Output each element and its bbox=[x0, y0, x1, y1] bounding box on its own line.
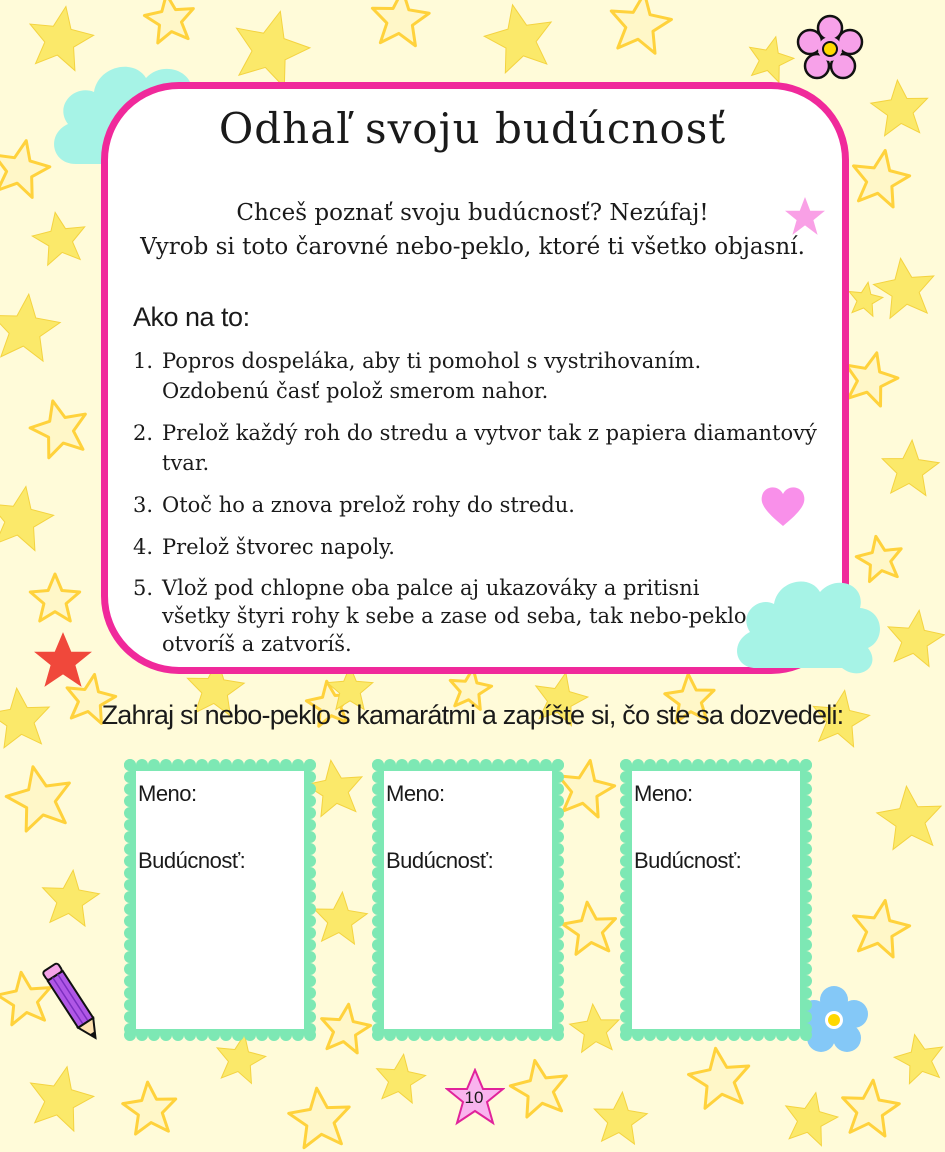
name-label: Meno: bbox=[634, 781, 693, 806]
star-icon bbox=[373, 1051, 428, 1104]
star-icon bbox=[890, 1029, 945, 1085]
star-icon bbox=[225, 2, 317, 92]
star-icon bbox=[568, 1002, 621, 1053]
star-icon bbox=[142, 0, 197, 44]
flower-icon bbox=[795, 14, 865, 84]
star-icon bbox=[25, 394, 93, 460]
page-number: 10 bbox=[464, 1088, 484, 1107]
star-icon bbox=[0, 481, 58, 553]
step-number: 2. bbox=[133, 421, 154, 445]
steps-list bbox=[133, 346, 833, 658]
star-icon bbox=[318, 1001, 373, 1054]
step-item bbox=[133, 532, 833, 562]
step-line: všetky štyri rohy k sebe a zase od seba, tak nebo-peklo bbox=[162, 604, 747, 628]
star-icon bbox=[874, 783, 945, 851]
star-icon bbox=[479, 0, 559, 76]
future-label: Budúcnosť: bbox=[634, 848, 742, 873]
star-icon bbox=[29, 208, 90, 267]
star-icon bbox=[1, 760, 77, 834]
step-number: 4. bbox=[133, 535, 154, 559]
star-icon bbox=[561, 899, 619, 955]
star-icon bbox=[286, 1085, 353, 1149]
howto-heading: Ako na to: bbox=[133, 302, 250, 332]
note-card[interactable] bbox=[618, 757, 814, 1043]
note-card[interactable] bbox=[370, 757, 566, 1043]
star-icon bbox=[779, 1087, 842, 1148]
step-line: Otoč ho a znova prelož rohy do stredu. bbox=[162, 493, 575, 517]
star-icon bbox=[743, 31, 798, 84]
note-card[interactable] bbox=[122, 757, 318, 1043]
step-line: Ozdobenú časť polož smerom nahor. bbox=[162, 379, 549, 403]
star-icon bbox=[312, 890, 369, 945]
step-text bbox=[162, 418, 833, 478]
intro-text bbox=[110, 196, 835, 264]
star-icon bbox=[0, 291, 63, 363]
step-number: 5. bbox=[133, 576, 154, 600]
step-text bbox=[162, 490, 833, 520]
intro-line: Vyrob si toto čarovné nebo-peklo, ktoré ti všetko objasní. bbox=[140, 234, 805, 260]
step-text bbox=[162, 532, 833, 562]
star-icon bbox=[870, 254, 938, 320]
star-icon bbox=[507, 1056, 573, 1119]
prompt-text: Zahraj si nebo-peklo s kamarátmi a zapíšte si, čo ste sa dozvedeli: bbox=[101, 700, 844, 730]
page-title: Odhaľ svoju budúcnosť bbox=[218, 104, 727, 153]
star-icon bbox=[592, 1090, 649, 1145]
step-item bbox=[133, 346, 833, 406]
step-item bbox=[133, 418, 833, 478]
star-icon bbox=[32, 630, 94, 692]
star-icon bbox=[121, 1080, 178, 1135]
star-icon bbox=[30, 574, 79, 621]
step-text bbox=[162, 574, 833, 658]
step-line: Popros dospeláka, aby ti pomohol s vystrihovaním. bbox=[162, 349, 702, 373]
star-icon bbox=[606, 0, 674, 55]
step-line: Vlož pod chlopne oba palce aj ukazováky a pritisni bbox=[162, 576, 700, 600]
step-item bbox=[133, 574, 833, 658]
step-line: Prelož každý roh do stredu a vytvor tak z papiera diamantový tvar. bbox=[162, 421, 817, 475]
name-label: Meno: bbox=[138, 781, 197, 806]
star-icon bbox=[883, 606, 945, 668]
step-number: 1. bbox=[133, 349, 154, 373]
page-number-badge bbox=[445, 1068, 505, 1128]
star-icon bbox=[39, 867, 101, 927]
step-text bbox=[162, 346, 833, 406]
step-line: otvoríš a zatvoríš. bbox=[162, 632, 352, 656]
step-line: Prelož štvorec napoly. bbox=[162, 535, 395, 559]
future-label: Budúcnosť: bbox=[138, 848, 246, 873]
star-icon bbox=[848, 146, 914, 209]
name-label: Meno: bbox=[386, 781, 445, 806]
star-icon bbox=[839, 1077, 901, 1137]
step-number: 3. bbox=[133, 493, 154, 517]
star-icon bbox=[685, 1044, 753, 1110]
star-icon bbox=[880, 438, 941, 496]
pencil-icon bbox=[36, 956, 112, 1050]
intro-line: Chceš poznať svoju budúcnosť? Nezúfaj! bbox=[236, 200, 709, 226]
star-icon bbox=[848, 896, 914, 959]
step-item bbox=[133, 490, 833, 520]
star-icon bbox=[23, 1060, 99, 1134]
star-icon bbox=[369, 0, 431, 47]
future-label: Budúcnosť: bbox=[386, 848, 494, 873]
